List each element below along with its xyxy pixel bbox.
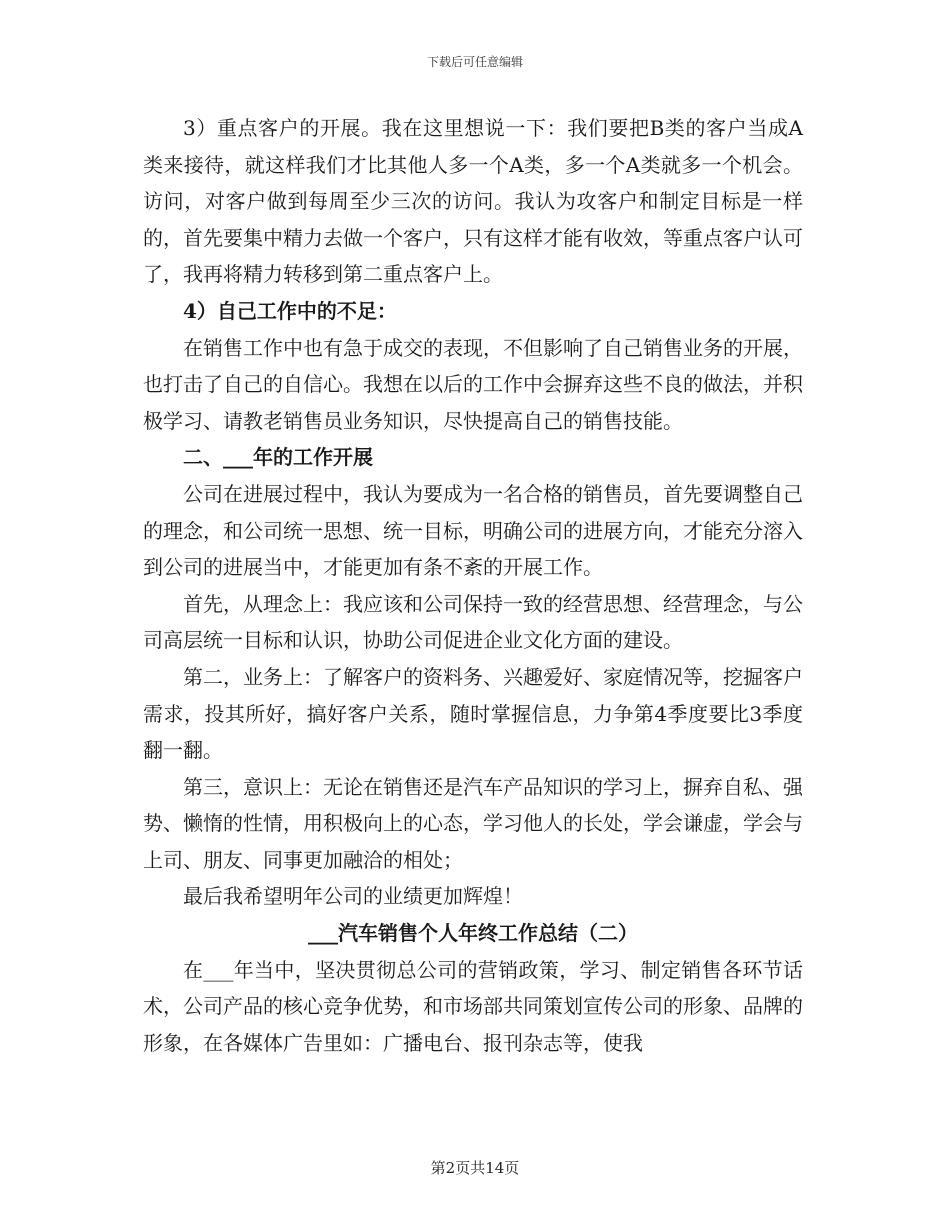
document-body [143, 110, 803, 1061]
paragraph-summary-two: 在___年当中，坚决贯彻总公司的营销政策，学习、制定销售各环节话术，公司产品的核心竞争优势，和市场部共同策划宣传公司的形象、品牌的形象，在各媒体广告里如：广播电台、报刊杂志等，使我 [143, 957, 803, 1055]
page-number: 第2页共14页 [430, 1159, 520, 1177]
section-title: ___汽车销售个人年终工作总结（二） [308, 921, 638, 946]
paragraph-shortcomings: 在销售工作中也有急于成交的表现，不但影响了自己销售业务的开展，也打击了自己的自信心。我想在以后的工作中会摒弃这些不良的做法，并积极学习、请教老销售员业务知识，尽快提高自己的销售技能。 [143, 335, 803, 433]
paragraph-key-clients: 3）重点客户的开展。我在这里想说一下：我们要把B类的客户当成A类来接待，就这样我们才比其他人多一个A类，多一个A类就多一个机会。访问，对客户做到每周至少三次的访问。我认为攻客户和制定目标是一样的，首先要集中精力去做一个客户，只有这样才能有收效，等重点客户认可了，我再将精力转移到第二重点客户上。 [143, 116, 803, 287]
page-header: 下载后可任意编辑 [426, 55, 523, 69]
paragraph-work-plan-intro: 公司在进展过程中，我认为要成为一名合格的销售员，首先要调整自己的理念，和公司统一思想、统一目标，明确公司的进展方向，才能充分溶入到公司的进展当中，才能更加有条不紊的开展工作。 [143, 481, 803, 580]
paragraph-concept: 首先，从理念上：我应该和公司保持一致的经营思想、经营理念，与公司高层统一目标和认识，协助公司促进企业文化方面的建设。 [143, 591, 803, 653]
heading-work-plan: 二、___年的工作开展 [183, 445, 373, 470]
paragraph-closing: 最后我希望明年公司的业绩更加辉煌！ [183, 884, 523, 909]
heading-shortcomings: 4）自己工作中的不足： [183, 298, 397, 323]
paragraph-awareness: 第三，意识上：无论在销售还是汽车产品知识的学习上，摒弃自私、强势、懒惰的性情，用积极向上的心态，学习他人的长处，学会谦虚，学会与上司、朋友、同事更加融洽的相处； [143, 774, 803, 872]
paragraph-business: 第二，业务上：了解客户的资料务、兴趣爱好、家庭情况等，挖掘客户需求，投其所好，搞好客户关系，随时掌握信息，力争第4季度要比3季度翻一翻。 [143, 664, 803, 763]
